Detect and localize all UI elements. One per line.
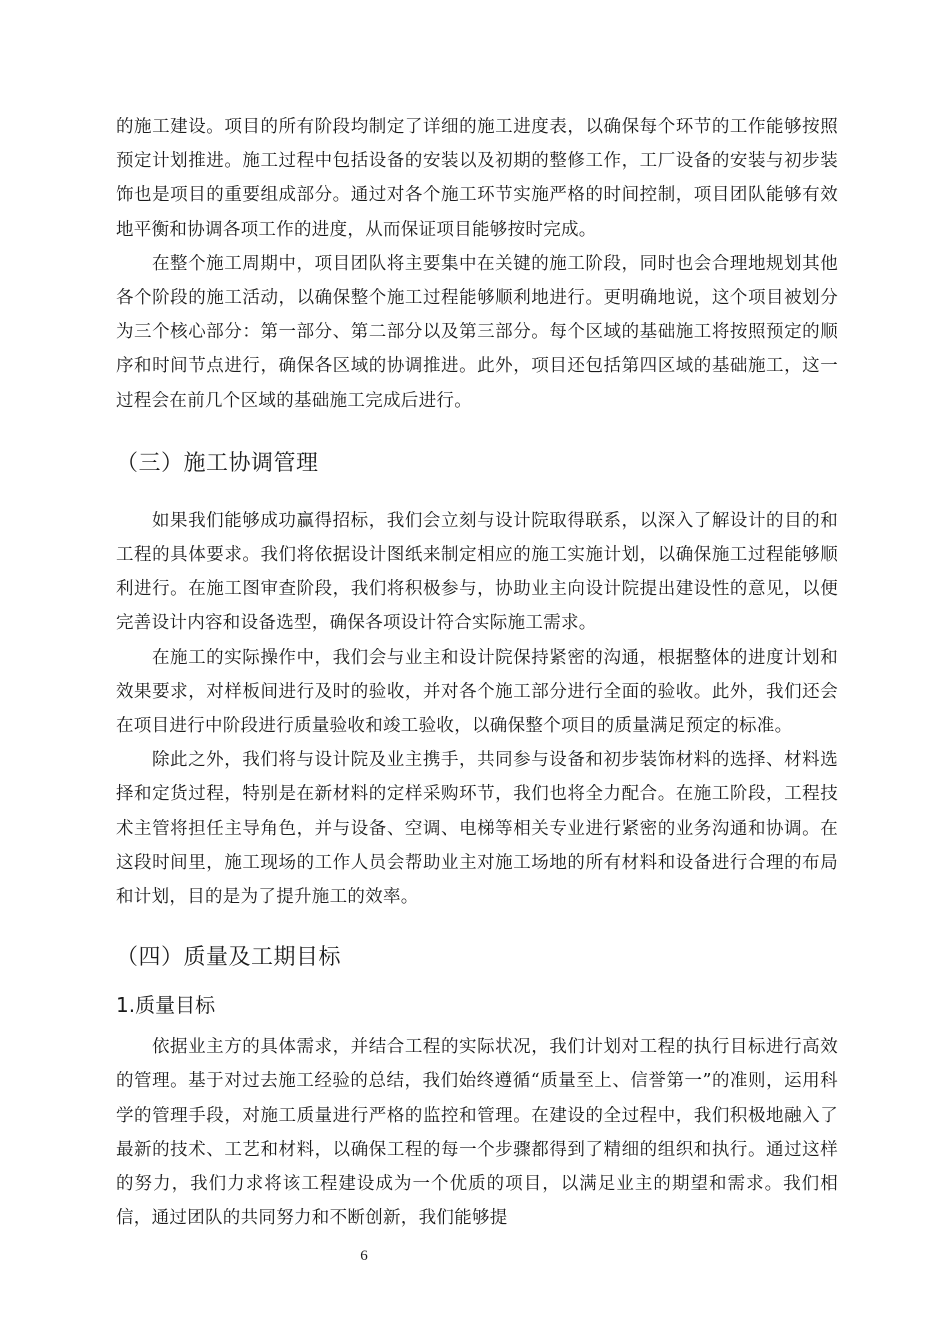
body-paragraph: 依据业主方的具体需求，并结合工程的实际状况，我们计划对工程的执行目标进行高效的管理。基于对过去施工经验的总结，我们始终遵循“质量至上、信誉第一”的准则，运用科学的管理手段，对施工质量进行严格的监控和管理。在建设的全过程中，我们积极地融入了最新的技术、工艺和材料，以确保工程的每一个步骤都得到了精细的组织和执行。通过这样的努力，我们力求将该工程建设成为一个优质的项目，以满足业主的期望和需求。我们相信，通过团队的共同努力和不断创新，我们能够提 bbox=[116, 1037, 838, 1229]
body-paragraph: 如果我们能够成功赢得招标，我们会立刻与设计院取得联系，以深入了解设计的目的和工程的具体要求。我们将依据设计图纸来制定相应的施工实施计划，以确保施工过程能够顺利进行。在施工图审查阶段，我们将积极参与，协助业主向设计院提出建设性的意见，以便完善设计内容和设备选型，确保各项设计符合实际施工需求。 bbox=[116, 510, 838, 634]
subsection-heading-quality-target: 1.质量目标 bbox=[116, 993, 216, 1018]
body-paragraph: 除此之外，我们将与设计院及业主携手，共同参与设备和初步装饰材料的选择、材料选择和定货过程，特别是在新材料的定样采购环节，我们也将全力配合。在施工阶段，工程技术主管将担任主导角色，并与设备、空调、电梯等相关专业进行紧密的业务沟通和协调。在这段时间里，施工现场的工作人员会帮助业主对施工场地的所有材料和设备进行合理的布局和计划，目的是为了提升施工的效率。 bbox=[116, 750, 838, 908]
page-content bbox=[116, 110, 838, 1235]
section-heading-coordination: （三）施工协调管理 bbox=[116, 450, 319, 476]
body-paragraph-continued: 的施工建设。项目的所有阶段均制定了详细的施工进度表，以确保每个环节的工作能够按照预定计划推进。施工过程中包括设备的安装以及初期的整修工作，工厂设备的安装与初步装饰也是项目的重要组成部分。通过对各个施工环节实施严格的时间控制，项目团队能够有效地平衡和协调各项工作的进度，从而保证项目能够按时完成。 bbox=[116, 117, 838, 240]
body-paragraph: 在施工的实际操作中，我们会与业主和设计院保持紧密的沟通，根据整体的进度计划和效果要求，对样板间进行及时的验收，并对各个施工部分进行全面的验收。此外，我们还会在项目进行中阶段进行质量验收和竣工验收，以确保整个项目的质量满足预定的标准。 bbox=[116, 647, 838, 737]
page-number: 6 bbox=[360, 1248, 368, 1264]
section-heading-quality-schedule: （四）质量及工期目标 bbox=[116, 945, 342, 971]
body-paragraph: 在整个施工周期中，项目团队将主要集中在关键的施工阶段，同时也会合理地规划其他各个阶段的施工活动，以确保整个施工过程能够顺利地进行。更明确地说，这个项目被划分为三个核心部分：第一部分、第二部分以及第三部分。每个区域的基础施工将按照预定的顺序和时间节点进行，确保各区域的协调推进。此外，项目还包括第四区域的基础施工，这一过程会在前几个区域的基础施工完成后进行。 bbox=[116, 253, 838, 411]
